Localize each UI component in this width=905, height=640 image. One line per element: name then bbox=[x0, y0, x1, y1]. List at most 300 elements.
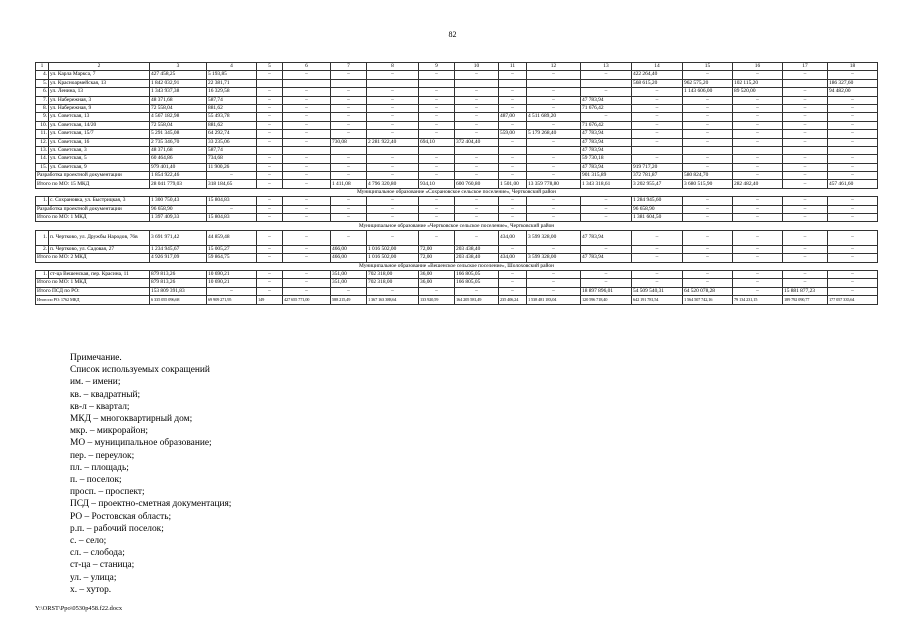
abbreviation-item: ст-ца – станица; bbox=[70, 560, 135, 571]
table-cell: – bbox=[527, 96, 581, 104]
table-cell: – bbox=[499, 155, 527, 163]
table-cell: – bbox=[733, 96, 783, 104]
table-cell: – bbox=[828, 96, 878, 104]
table-cell: – bbox=[733, 130, 783, 138]
table-cell: ул. Советская, 5 bbox=[49, 155, 150, 163]
table-cell: 203 438,40 bbox=[455, 245, 499, 253]
table-cell: – bbox=[733, 279, 783, 287]
table-cell: 28 041 779,03 bbox=[150, 180, 207, 188]
table-cell: 351,00 bbox=[331, 279, 367, 287]
table-cell: – bbox=[683, 214, 733, 222]
table-cell: – bbox=[527, 197, 581, 205]
table-cell bbox=[455, 79, 499, 87]
table-cell bbox=[783, 79, 828, 87]
table-cell bbox=[283, 146, 331, 154]
table-cell: – bbox=[828, 230, 878, 245]
table-row bbox=[36, 230, 878, 245]
table-row bbox=[36, 88, 878, 96]
table-cell: 1 854 922,46 bbox=[150, 172, 207, 180]
table-cell: – bbox=[257, 205, 283, 213]
table-cell: – bbox=[783, 155, 828, 163]
table-row bbox=[36, 130, 878, 138]
table-cell: – bbox=[527, 214, 581, 222]
table-cell: 164 205 581,49 bbox=[455, 296, 499, 304]
table-cell: 47 783,94 bbox=[581, 96, 632, 104]
table-cell bbox=[632, 146, 683, 154]
table-cell: 1. bbox=[36, 270, 49, 278]
table-cell: – bbox=[683, 197, 733, 205]
table-cell: 702 318,00 bbox=[367, 279, 419, 287]
table-cell: – bbox=[527, 287, 581, 295]
table-cell: 11. bbox=[36, 130, 49, 138]
table-cell: – bbox=[499, 279, 527, 287]
table-cell: – bbox=[499, 287, 527, 295]
table-cell: 466,00 bbox=[331, 254, 367, 262]
table-cell: – bbox=[828, 138, 878, 146]
table-cell: – bbox=[683, 205, 733, 213]
table-cell: – bbox=[733, 205, 783, 213]
table-cell: – bbox=[783, 88, 828, 96]
table-cell: 94 482,00 bbox=[828, 88, 878, 96]
table-cell: – bbox=[455, 230, 499, 245]
table-cell: 5 291 345,08 bbox=[150, 130, 207, 138]
table-cell: – bbox=[283, 104, 331, 112]
table-cell: – bbox=[455, 163, 499, 171]
table-cell: – bbox=[455, 172, 499, 180]
table-cell: 15 804,83 bbox=[207, 197, 257, 205]
table-cell: 18 bbox=[828, 63, 878, 71]
table-cell: ул. Карла Маркса, 7 bbox=[49, 71, 150, 79]
table-cell: – bbox=[733, 230, 783, 245]
table-cell: – bbox=[367, 104, 419, 112]
table-cell: – bbox=[632, 254, 683, 262]
table-cell: – bbox=[207, 205, 257, 213]
table-cell: 2 bbox=[49, 63, 150, 71]
note-subtitle: Список используемых сокращений bbox=[70, 365, 210, 376]
table-cell: ст-ца Вешенская, пер. Красина, 11 bbox=[49, 270, 150, 278]
table-cell: 5 bbox=[257, 63, 283, 71]
table-cell: – bbox=[683, 71, 733, 79]
table-cell: – bbox=[283, 172, 331, 180]
table-cell bbox=[783, 146, 828, 154]
table-cell: 71 676,42 bbox=[581, 104, 632, 112]
table-cell: – bbox=[283, 130, 331, 138]
abbreviation-item: ул. – улица; bbox=[70, 572, 117, 583]
table-cell bbox=[283, 79, 331, 87]
table-cell: Итого по МО: 15 МКД bbox=[36, 180, 150, 188]
table-row bbox=[36, 79, 878, 87]
table-cell: – bbox=[783, 104, 828, 112]
table-cell: – bbox=[499, 96, 527, 104]
table-cell: 1 411,08 bbox=[331, 180, 367, 188]
table-cell: – bbox=[257, 155, 283, 163]
table-cell: 60 464,86 bbox=[150, 155, 207, 163]
total-row bbox=[36, 296, 878, 304]
table-cell: 17 bbox=[783, 63, 828, 71]
table-cell: 10 690,21 bbox=[207, 270, 257, 278]
table-cell: 487,00 bbox=[499, 113, 527, 121]
table-cell: 36,00 bbox=[419, 279, 455, 287]
abbreviation-item: им. – имени; bbox=[70, 377, 121, 388]
table-cell: – bbox=[828, 130, 878, 138]
table-cell: – bbox=[455, 205, 499, 213]
table-cell: 59 864,75 bbox=[207, 254, 257, 262]
table-cell: – bbox=[632, 104, 683, 112]
table-cell: – bbox=[419, 205, 455, 213]
table-cell: 1 381 604,50 bbox=[632, 214, 683, 222]
table-cell: – bbox=[283, 155, 331, 163]
table-cell: – bbox=[581, 197, 632, 205]
abbreviation-item: сл. – слобода; bbox=[70, 548, 125, 559]
total-row bbox=[36, 279, 878, 287]
table-cell: – bbox=[257, 197, 283, 205]
table-cell: 3 691 971,42 bbox=[150, 230, 207, 245]
table-cell: – bbox=[283, 163, 331, 171]
table-cell: – bbox=[783, 270, 828, 278]
table-cell: – bbox=[331, 197, 367, 205]
table-cell: – bbox=[455, 88, 499, 96]
table-cell: 72 558,04 bbox=[150, 104, 207, 112]
table-cell: 149 bbox=[257, 296, 283, 304]
table-cell: 879 813,26 bbox=[150, 279, 207, 287]
table-cell: – bbox=[828, 104, 878, 112]
table-cell: – bbox=[783, 197, 828, 205]
table-cell: ул. Советская, 9 bbox=[49, 163, 150, 171]
table-cell: 1 501,00 bbox=[499, 180, 527, 188]
table-cell: – bbox=[419, 287, 455, 295]
table-cell: 979 401,40 bbox=[150, 163, 207, 171]
table-cell: – bbox=[419, 172, 455, 180]
table-cell: – bbox=[783, 214, 828, 222]
table-cell: 4 bbox=[207, 63, 257, 71]
table-cell: – bbox=[581, 279, 632, 287]
table-cell: – bbox=[527, 155, 581, 163]
table-cell: – bbox=[783, 163, 828, 171]
total-row bbox=[36, 205, 878, 213]
table-cell: 13. bbox=[36, 146, 49, 154]
table-cell: – bbox=[632, 245, 683, 253]
table-cell: – bbox=[828, 205, 878, 213]
abbreviation-list bbox=[70, 376, 231, 596]
table-cell: 427 655 771,00 bbox=[283, 296, 331, 304]
table-cell: – bbox=[367, 205, 419, 213]
table-cell: – bbox=[283, 96, 331, 104]
table-cell: – bbox=[632, 270, 683, 278]
abbreviation-item: пл. – площадь; bbox=[70, 462, 129, 473]
abbreviation-item: мкр. – микрорайон; bbox=[70, 426, 148, 437]
table-cell: 8. bbox=[36, 104, 49, 112]
table-cell: – bbox=[499, 163, 527, 171]
table-cell: 318 184,65 bbox=[207, 180, 257, 188]
table-cell: – bbox=[783, 96, 828, 104]
table-cell: 5 193,85 bbox=[207, 71, 257, 79]
table-cell: – bbox=[733, 245, 783, 253]
table-cell: – bbox=[419, 197, 455, 205]
table-cell: – bbox=[683, 245, 733, 253]
table-cell: 11 900,26 bbox=[207, 163, 257, 171]
table-cell: – bbox=[783, 254, 828, 262]
table-cell: – bbox=[527, 245, 581, 253]
table-cell: – bbox=[632, 279, 683, 287]
table-cell: – bbox=[283, 214, 331, 222]
table-cell: – bbox=[632, 138, 683, 146]
table-cell: 16 329,58 bbox=[207, 88, 257, 96]
table-cell: – bbox=[331, 205, 367, 213]
table-row bbox=[36, 163, 878, 171]
table-cell: 4 926 917,09 bbox=[150, 254, 207, 262]
table-cell: – bbox=[419, 155, 455, 163]
table-cell: – bbox=[257, 172, 283, 180]
table-cell: – bbox=[828, 254, 878, 262]
table-cell: – bbox=[257, 214, 283, 222]
table-cell: 47 783,94 bbox=[581, 254, 632, 262]
table-cell: – bbox=[331, 88, 367, 96]
table-cell: 1 564 507 742,16 bbox=[683, 296, 733, 304]
table-cell: Итого по МО: 1 МКД bbox=[36, 279, 150, 287]
table-cell: – bbox=[331, 163, 367, 171]
table-cell: 881,62 bbox=[207, 104, 257, 112]
table-cell: 6 bbox=[283, 63, 331, 71]
table-cell: – bbox=[783, 138, 828, 146]
table-cell: 47 783,94 bbox=[581, 230, 632, 245]
table-cell: – bbox=[581, 71, 632, 79]
total-row bbox=[36, 214, 878, 222]
table-cell: Итого ПСД по РО: bbox=[36, 287, 150, 295]
table-cell: ул. Советская, 15/7 bbox=[49, 130, 150, 138]
table-cell: – bbox=[257, 180, 283, 188]
table-cell: – bbox=[683, 270, 733, 278]
table-cell bbox=[419, 79, 455, 87]
table-cell: – bbox=[733, 172, 783, 180]
table-cell: – bbox=[283, 279, 331, 287]
table-cell bbox=[733, 146, 783, 154]
table-cell: – bbox=[257, 254, 283, 262]
table-cell: 568 615,20 bbox=[632, 79, 683, 87]
section-heading-row bbox=[36, 188, 878, 196]
table-cell: – bbox=[828, 163, 878, 171]
table-cell: – bbox=[257, 96, 283, 104]
table-cell: – bbox=[207, 287, 257, 295]
table-cell: – bbox=[283, 71, 331, 79]
abbreviation-item: МКД – многоквартирный дом; bbox=[70, 414, 193, 425]
table-cell: 559,00 bbox=[499, 130, 527, 138]
table-cell: – bbox=[367, 121, 419, 129]
table-cell: 64 520 078,28 bbox=[683, 287, 733, 295]
table-cell: 372 781,87 bbox=[632, 172, 683, 180]
table-row bbox=[36, 96, 878, 104]
abbreviation-item: кв. – квадратный; bbox=[70, 389, 141, 400]
table-cell: 59 730,18 bbox=[581, 155, 632, 163]
file-path-footer: Y:\ORST\Ppo\0530p458.f22.docx bbox=[35, 605, 123, 612]
table-cell bbox=[367, 146, 419, 154]
table-cell bbox=[683, 146, 733, 154]
table-cell: – bbox=[632, 96, 683, 104]
table-cell: – bbox=[632, 113, 683, 121]
table-cell: 47 783,94 bbox=[581, 138, 632, 146]
table-cell: Разработка проектной документации bbox=[36, 172, 150, 180]
table-cell: – bbox=[828, 287, 878, 295]
table-cell: 15 005,27 bbox=[207, 245, 257, 253]
table-cell: 934,10 bbox=[419, 180, 455, 188]
table-cell: ул. Красноармейская, 13 bbox=[49, 79, 150, 87]
table-cell bbox=[257, 146, 283, 154]
table-cell: 7 bbox=[331, 63, 367, 71]
table-cell: – bbox=[527, 104, 581, 112]
table-cell: 1 367 163 388,64 bbox=[367, 296, 419, 304]
table-cell: 9. bbox=[36, 113, 49, 121]
table-cell bbox=[499, 146, 527, 154]
table-cell: 16 bbox=[733, 63, 783, 71]
table-cell: – bbox=[419, 230, 455, 245]
table-cell: 1 284 945,60 bbox=[632, 197, 683, 205]
table-cell: – bbox=[499, 270, 527, 278]
table-cell: 33 235,06 bbox=[207, 138, 257, 146]
table-cell: – bbox=[257, 113, 283, 121]
table-cell: 3 bbox=[150, 63, 207, 71]
table-cell: – bbox=[283, 230, 331, 245]
table-cell: 1 842 032,91 bbox=[150, 79, 207, 87]
table-cell: Итого по РО: 1762 МКД bbox=[36, 296, 150, 304]
table-cell: – bbox=[683, 138, 733, 146]
table-cell: – bbox=[783, 230, 828, 245]
table-cell: – bbox=[499, 214, 527, 222]
table-cell: 189 792 090,77 bbox=[783, 296, 828, 304]
table-cell: 4 567 182,98 bbox=[150, 113, 207, 121]
abbreviations-note bbox=[70, 352, 231, 596]
table-cell: 6 335 055 096,68 bbox=[150, 296, 207, 304]
table-row bbox=[36, 245, 878, 253]
table-cell: – bbox=[783, 180, 828, 188]
table-cell: 15. bbox=[36, 163, 49, 171]
table-cell: – bbox=[283, 197, 331, 205]
table-cell: – bbox=[733, 197, 783, 205]
table-cell: 580 824,70 bbox=[683, 172, 733, 180]
table-cell: – bbox=[455, 121, 499, 129]
table-cell: – bbox=[527, 71, 581, 79]
table-cell bbox=[455, 146, 499, 154]
table-cell: – bbox=[683, 254, 733, 262]
table-cell: – bbox=[207, 172, 257, 180]
table-cell: – bbox=[733, 270, 783, 278]
table-row bbox=[36, 270, 878, 278]
table-cell: – bbox=[367, 172, 419, 180]
table-cell: 282 482,40 bbox=[733, 180, 783, 188]
table-cell: – bbox=[367, 163, 419, 171]
table-cell: – bbox=[683, 130, 733, 138]
table-cell: – bbox=[499, 121, 527, 129]
table-cell: ул. Ленина, 13 bbox=[49, 88, 150, 96]
table-cell: – bbox=[499, 172, 527, 180]
table-cell: – bbox=[581, 245, 632, 253]
table-cell: – bbox=[733, 155, 783, 163]
table-cell: – bbox=[367, 96, 419, 104]
table-cell: – bbox=[828, 214, 878, 222]
table-cell: 102 115,20 bbox=[733, 79, 783, 87]
total-row bbox=[36, 287, 878, 295]
table-cell: Итого по МО: 1 МКД bbox=[36, 214, 150, 222]
table-cell: – bbox=[683, 104, 733, 112]
table-cell: 5. bbox=[36, 79, 49, 87]
table-cell: – bbox=[331, 96, 367, 104]
table-cell: Разработка проектной документации bbox=[36, 205, 150, 213]
table-cell bbox=[527, 146, 581, 154]
table-cell: Итого по МО: 2 МКД bbox=[36, 254, 150, 262]
repair-schedule-table bbox=[35, 62, 878, 305]
table-cell: – bbox=[331, 113, 367, 121]
table-cell: – bbox=[455, 113, 499, 121]
table-cell: – bbox=[828, 270, 878, 278]
table-cell: – bbox=[367, 214, 419, 222]
table-cell: – bbox=[581, 205, 632, 213]
table-cell: – bbox=[257, 104, 283, 112]
table-cell: – bbox=[499, 245, 527, 253]
table-cell: – bbox=[257, 230, 283, 245]
table-cell: – bbox=[257, 270, 283, 278]
table-cell: 1 343 937,38 bbox=[150, 88, 207, 96]
table-cell bbox=[527, 79, 581, 87]
table-cell: 13 359 778,80 bbox=[527, 180, 581, 188]
table-cell: – bbox=[283, 113, 331, 121]
table-cell: ул. Советская, 14/20 bbox=[49, 121, 150, 129]
table-cell: 587,74 bbox=[207, 96, 257, 104]
table-cell: 10 bbox=[455, 63, 499, 71]
table-cell: – bbox=[257, 130, 283, 138]
table-cell: – bbox=[527, 138, 581, 146]
table-cell: 642 191 781,54 bbox=[632, 296, 683, 304]
table-cell: 153 809 391,83 bbox=[150, 287, 207, 295]
table-cell bbox=[828, 146, 878, 154]
table-cell: 457 461,60 bbox=[828, 180, 878, 188]
table-cell: – bbox=[283, 88, 331, 96]
table-cell: 72,00 bbox=[419, 254, 455, 262]
table-cell: – bbox=[527, 121, 581, 129]
table-cell bbox=[257, 79, 283, 87]
table-cell: – bbox=[783, 130, 828, 138]
table-cell: 588 215,49 bbox=[331, 296, 367, 304]
table-cell: 72 558,04 bbox=[150, 121, 207, 129]
table-cell: ул. Набережная, 3 bbox=[49, 96, 150, 104]
table-row bbox=[36, 121, 878, 129]
table-cell: 1 397 409,33 bbox=[150, 214, 207, 222]
table-cell: – bbox=[419, 130, 455, 138]
table-cell bbox=[499, 79, 527, 87]
table-cell: – bbox=[733, 113, 783, 121]
table-cell: – bbox=[367, 88, 419, 96]
table-cell: – bbox=[331, 71, 367, 79]
table-row bbox=[36, 155, 878, 163]
table-cell: – bbox=[828, 71, 878, 79]
table-cell: – bbox=[683, 279, 733, 287]
table-cell: 54 509 540,31 bbox=[632, 287, 683, 295]
table-cell: 6. bbox=[36, 88, 49, 96]
table-cell: 48 371,68 bbox=[150, 96, 207, 104]
table-cell: 10. bbox=[36, 121, 49, 129]
abbreviation-item: ПСД – проектно-сметная документация; bbox=[70, 499, 232, 510]
abbreviation-item: п. – поселок; bbox=[70, 475, 122, 486]
table-cell: 466,00 bbox=[331, 245, 367, 253]
table-cell: 47 783,94 bbox=[581, 130, 632, 138]
abbreviation-item: х. – хутор. bbox=[70, 584, 112, 595]
table-row bbox=[36, 71, 878, 79]
table-cell: 69 909 271,95 bbox=[207, 296, 257, 304]
table-cell: 18 897 896,01 bbox=[581, 287, 632, 295]
table-cell: – bbox=[331, 104, 367, 112]
table-cell: 3 599 328,00 bbox=[527, 230, 581, 245]
table-cell: – bbox=[499, 71, 527, 79]
table-cell: – bbox=[683, 230, 733, 245]
table-cell: – bbox=[783, 279, 828, 287]
table-cell: – bbox=[828, 121, 878, 129]
